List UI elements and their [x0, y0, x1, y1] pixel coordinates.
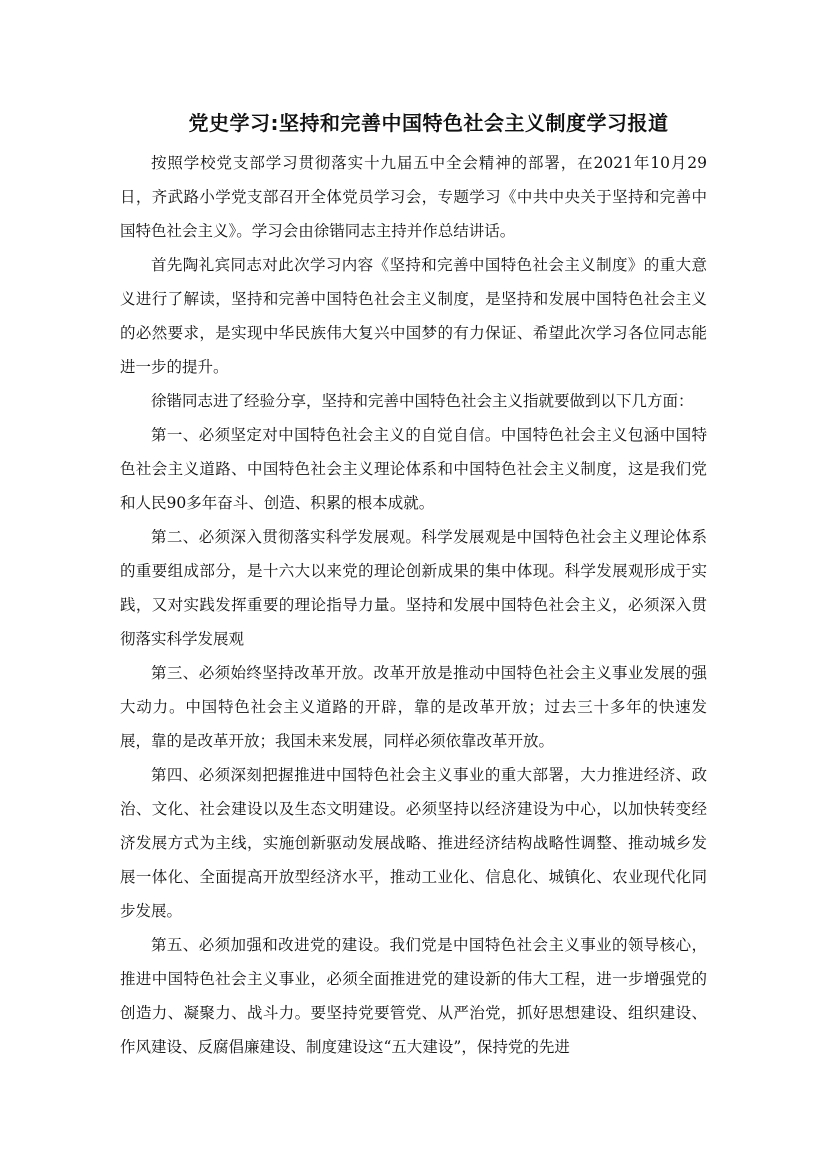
- paragraph-point-4: 第四、必须深刻把握推进中国特色社会主义事业的重大部署，大力推进经济、政治、文化、社会建设以及生态文明建设。必须坚持以经济建设为中心，以加快转变经济发展方式为主线，实施创新驱动发展战略、推进经济结构战略性调整、推动城乡发展一体化、全面提高开放型经济水平，推动工业化、信息化、城镇化、农业现代化同步发展。: [120, 766, 707, 920]
- document-title: 党史学习:坚持和完善中国特色社会主义制度学习报道: [188, 111, 669, 135]
- paragraph-point-1: 第一、必须坚定对中国特色社会主义的自觉自信。中国特色社会主义包涵中国特色社会主义道路、中国特色社会主义理论体系和中国特色社会主义制度，这是我们党和人民90多年奋斗、创造、积累的根本成就。: [120, 426, 707, 512]
- paragraph-point-3: 第三、必须始终坚持改革开放。改革开放是推动中国特色社会主义事业发展的强大动力。中国特色社会主义道路的开辟，靠的是改革开放；过去三十多年的快速发展，靠的是改革开放；我国未来发展，同样必须依靠改革开放。: [120, 664, 707, 750]
- paragraph-interpretation: 首先陶礼宾同志对此次学习内容《坚持和完善中国特色社会主义制度》的重大意义进行了解读，坚持和完善中国特色社会主义制度，是坚持和发展中国特色社会主义的必然要求，是实现中华民族伟大复兴中国梦的有力保证、希望此次学习各位同志能进一步的提升。: [120, 256, 707, 376]
- paragraph-point-2: 第二、必须深入贯彻落实科学发展观。科学发展观是中国特色社会主义理论体系的重要组成部分，是十六大以来党的理论创新成果的集中体现。科学发展观形成于实践，又对实践发挥重要的理论指导力量。坚持和发展中国特色社会主义，必须深入贯彻落实科学发展观: [120, 528, 707, 648]
- paragraph-experience: 徐锴同志进了经验分享，坚持和完善中国特色社会主义指就要做到以下几方面：: [151, 392, 694, 410]
- paragraph-intro: 按照学校党支部学习贯彻落实十九届五中全会精神的部署，在2021年10月29日，齐武路小学党支部召开全体党员学习会，专题学习《中共中央关于坚持和完善中国特色社会主义》。学习会由徐锴同志主持并作总结讲话。: [120, 154, 707, 240]
- paragraph-point-5: 第五、必须加强和改进党的建设。我们党是中国特色社会主义事业的领导核心，推进中国特色社会主义事业，必须全面推进党的建设新的伟大工程，进一步增强党的创造力、凝聚力、战斗力。要坚持党要管党、从严治党，抓好思想建设、组织建设、作风建设、反腐倡廉建设、制度建设这“五大建设”，保持党的先进: [120, 936, 707, 1056]
